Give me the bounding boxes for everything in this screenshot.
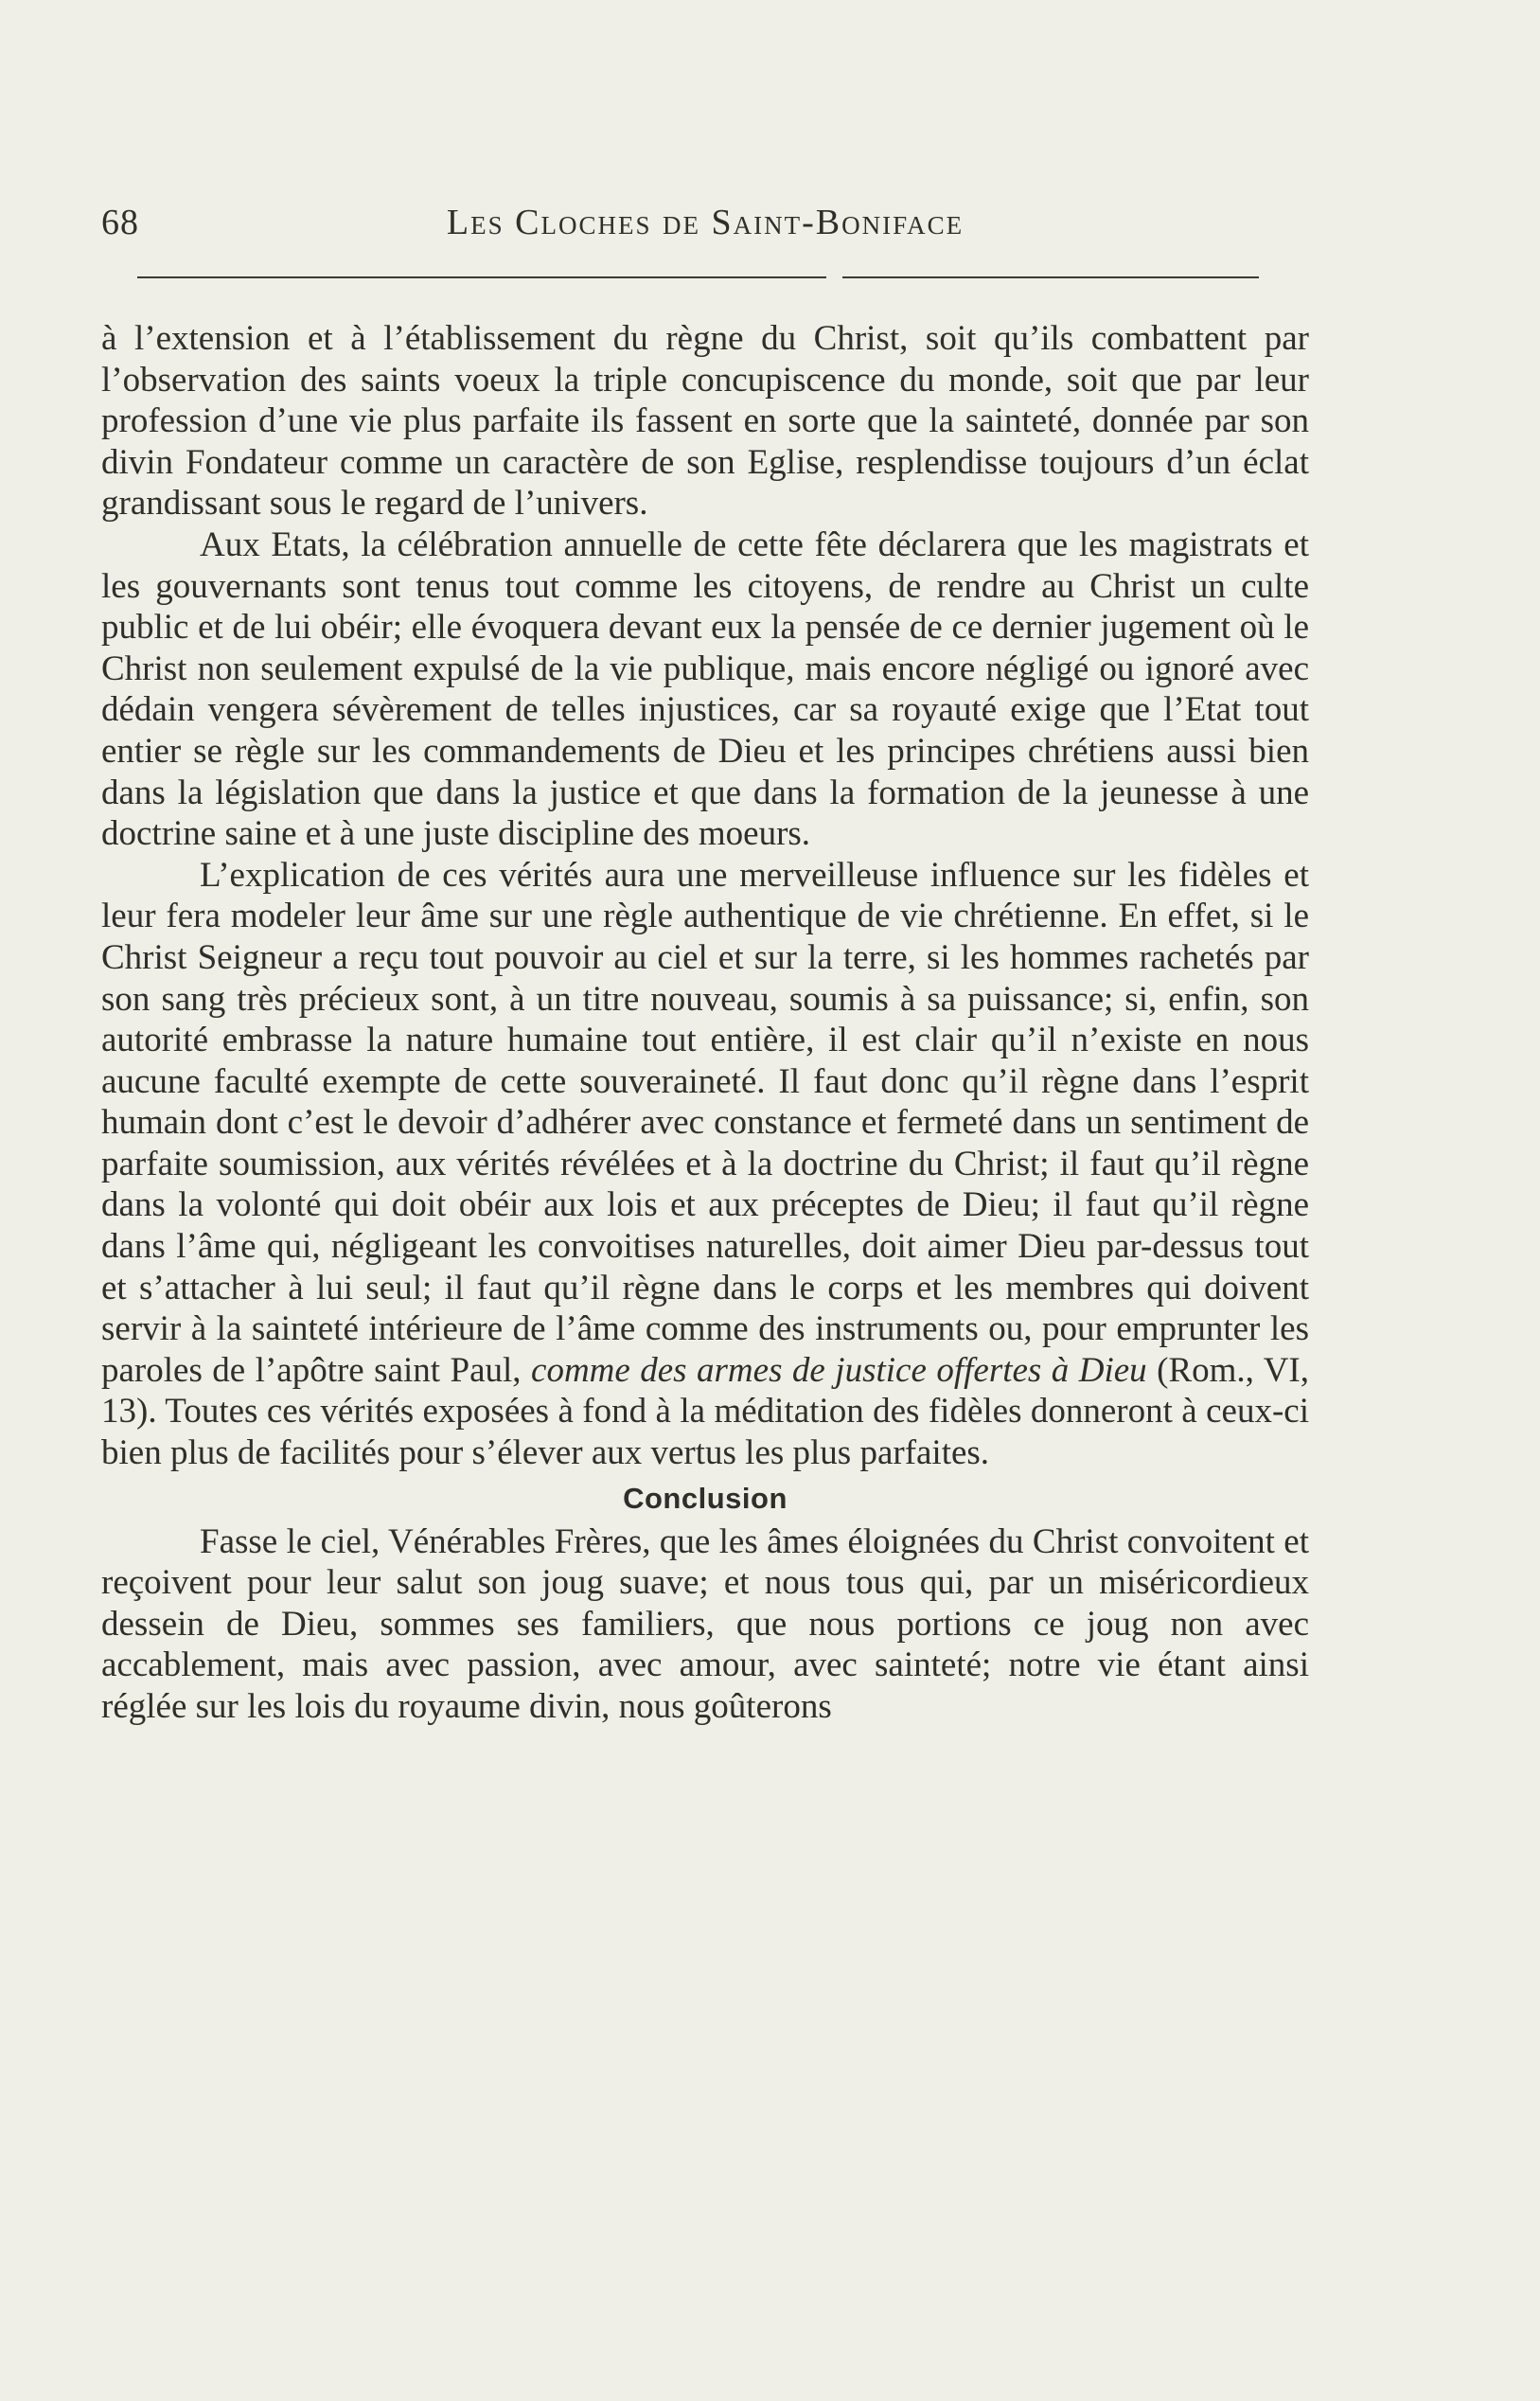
section-heading-conclusion: Conclusion	[623, 1481, 788, 1515]
header-rule-right	[842, 276, 1259, 278]
paragraph-states: Aux Etats, la célébration annuelle de cette fête déclarera que les magistrats et les gouvernants sont tenus tout comme les citoyens, de rendre au Christ un culte public et de lui obéir; elle évoquera devant eux la pensée de ce dernier jugement où le Christ non seulement expulsé de la vie publique, mais encore négligé ou ignoré avec dédain vengera sévèrement de telles injustices, car sa royauté exige que l’Etat tout entier se règle sur les commandements de Dieu et les principes chrétiens aussi bien dans la législation que dans la justice et que dans la formation de la jeunesse à une doctrine saine et à une juste discipline des moeurs.	[101, 525, 1309, 854]
running-head	[101, 199, 1309, 256]
paragraph-faithful	[101, 855, 1309, 1474]
document-page	[101, 0, 1309, 2401]
paragraph-continued: à l’extension et à l’établissement du règne du Christ, soit qu’ils combattent par l’observation des saints voeux la triple concupiscence du monde, soit que par leur profession d’une vie plus parfaite ils fassent en sorte que la sainteté, donnée par son divin Fondateur comme un caractère de son Eglise, resplendisse toujours d’un éclat grandissant sous le regard de l’univers.	[101, 319, 1309, 524]
running-title: Les Cloches de Saint-Boniface	[446, 203, 965, 242]
body-text	[101, 318, 1309, 1728]
header-rule-left	[137, 276, 826, 278]
paragraph-conclusion: Fasse le ciel, Vénérables Frères, que les âmes éloignées du Christ convoitent et reçoivent pour leur salut son joug suave; et nous tous qui, par un miséricordieux dessein de Dieu, sommes ses familiers, que nous portions ce joug non avec accablement, mais avec passion, avec amour, avec sainteté; notre vie étant ainsi réglée sur les lois du royaume divin, nous goûterons	[101, 1521, 1309, 1726]
scripture-quotation: comme des armes de justice offertes à Dieu	[531, 1350, 1147, 1390]
paragraph-faithful-text-end: (Rom., VI, 13). Toutes ces vérités exposées à fond à la méditation des fidèles donneront à ceux-ci bien plus de facilités pour s’élever aux vertus les plus parfaites.	[101, 1350, 1309, 1473]
paragraph-faithful-text: L’explication de ces vérités aura une merveilleuse influence sur les fidèles et leur fera modeler leur âme sur une règle authentique de vie chrétienne. En effet, si le Christ Seigneur a reçu tout pouvoir au ciel et sur la terre, si les hommes rachetés par son sang très précieux sont, à un titre nouveau, soumis à sa puissance; si, enfin, son autorité embrasse la nature humaine tout entière, il est clair qu’il n’existe en nous aucune faculté exempte de cette souveraineté. Il faut donc qu’il règne dans l’esprit humain dont c’est le devoir d’adhérer avec constance et fermeté dans un sentiment de parfaite soumission, aux vérités révélées et à la doctrine du Christ; il faut qu’il règne dans la volonté qui doit obéir aux lois et aux préceptes de Dieu; il faut qu’il règne dans l’âme qui, négligeant les convoitises naturelles, doit aimer Dieu par-dessus tout et s’attacher à lui seul; il faut qu’il règne dans le corps et les membres qui doivent servir à la sainteté intérieure de l’âme comme des instruments ou, pour emprunter les paroles de l’apôtre saint Paul,	[101, 855, 1309, 1390]
page-number: 68	[101, 203, 139, 242]
